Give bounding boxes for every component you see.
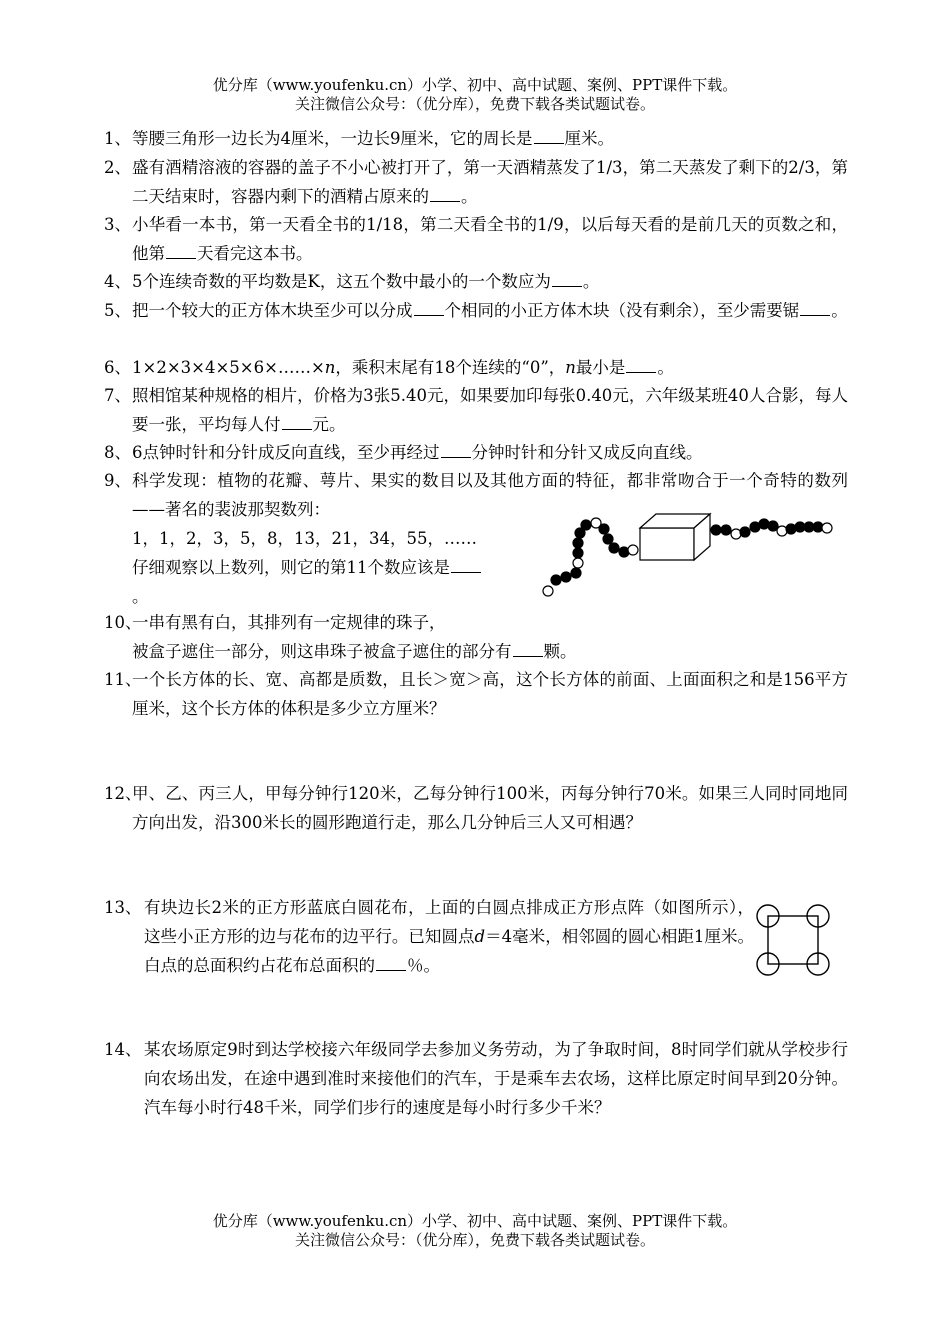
question-10 xyxy=(104,608,848,666)
question-5 xyxy=(104,296,848,325)
question-text: 照相馆某种规格的相片，价格为3张5.40元，如果要加印每张0.40元，六年级某班40人合影，每人要一张，平均每人付 xyxy=(132,386,848,434)
page-header xyxy=(0,76,950,114)
page-footer xyxy=(0,1212,950,1250)
answer-blank[interactable] xyxy=(552,272,582,287)
question-text: 。 xyxy=(657,358,674,377)
question-text: 。 xyxy=(831,301,848,320)
question-text: 5个连续奇数的平均数是K，这五个数中最小的一个数应为 xyxy=(132,272,551,291)
question-text: 个相同的小正方体木块（没有剩余），至少需要锯 xyxy=(444,301,800,320)
question-4 xyxy=(104,267,848,296)
question-number: 2、 xyxy=(104,158,131,177)
header-line-2: 关注微信公众号：（优分库），免费下载各类试题试卷。 xyxy=(294,95,655,113)
question-text: 分钟时针和分针又成反向直线。 xyxy=(471,443,703,462)
question-number: 7、 xyxy=(104,386,131,405)
question-text: 1×2×3×4×5×6×……× xyxy=(132,358,325,377)
question-number: 4、 xyxy=(104,272,131,291)
question-text: 一串有黑有白，其排列有一定规律的珠子， xyxy=(132,613,446,632)
question-text: 。 xyxy=(132,587,149,606)
question-text: 元。 xyxy=(312,415,346,434)
variable-n: n xyxy=(565,358,576,377)
question-number: 10、 xyxy=(104,613,142,632)
question-2 xyxy=(104,153,848,211)
answer-blank[interactable] xyxy=(534,129,564,144)
answer-blank[interactable] xyxy=(282,415,312,430)
answer-blank[interactable] xyxy=(626,358,656,373)
question-text: 厘米。 xyxy=(564,129,614,148)
question-7 xyxy=(104,381,848,439)
question-13 xyxy=(104,893,754,980)
question-number: 1、 xyxy=(104,129,131,148)
question-text: 6点钟时针和分针成反向直线，至少再经过 xyxy=(132,443,440,462)
question-12 xyxy=(104,779,848,837)
question-text: 被盒子遮住一部分，则这串珠子被盒子遮住的部分有 xyxy=(132,642,512,661)
answer-blank[interactable] xyxy=(441,443,471,458)
question-text: 天看完这本书。 xyxy=(197,244,313,263)
question-14 xyxy=(104,1035,848,1122)
bead-string-figure xyxy=(538,508,838,600)
answer-blank[interactable] xyxy=(800,301,830,316)
question-text: 把一个较大的正方体木块至少可以分成 xyxy=(132,301,413,320)
question-text: 科学发现：植物的花瓣、萼片、果实的数目以及其他方面的特征，都非常吻合于一个奇特的数列——著名的裴波那契数列： xyxy=(132,471,848,519)
question-text: 最小是 xyxy=(575,358,626,377)
header-line-1: 优分库（www.youfenku.cn）小学、初中、高中试题、案例、PPT课件下载。 xyxy=(212,76,738,94)
question-number: 6、 xyxy=(104,358,131,377)
question-text: 颗。 xyxy=(543,642,577,661)
question-text: 某农场原定9时到达学校接六年级同学去参加义务劳动，为了争取时间，8时同学们就从学校步行向农场出发，在途中遇到准时来接他们的汽车，于是乘车去农场，这样比原定时间早到20分钟。汽车每小时行48千米，同学们步行的速度是每小时行多少千米？ xyxy=(144,1040,848,1117)
answer-blank[interactable] xyxy=(166,244,196,259)
question-text: ＝4毫米，相邻圆的圆心相距1厘米。白点的总面积约占花布总面积的 xyxy=(144,927,755,975)
question-text: 。 xyxy=(461,187,478,206)
question-3 xyxy=(104,210,848,268)
question-text: 等腰三角形一边长为4厘米，一边长9厘米，它的周长是 xyxy=(132,129,533,148)
answer-blank[interactable] xyxy=(451,558,481,573)
question-text: 仔细观察以上数列，则它的第11个数应该是 xyxy=(132,558,450,577)
question-text: ％。 xyxy=(407,956,440,975)
question-text: 一个长方体的长、宽、高都是质数，且长＞宽＞高，这个长方体的前面、上面面积之和是156平方厘米，这个长方体的体积是多少立方厘米？ xyxy=(132,670,848,718)
variable-d: d xyxy=(474,927,486,946)
question-number: 9、 xyxy=(104,471,131,490)
answer-blank[interactable] xyxy=(513,642,543,657)
question-text: 盛有酒精溶液的容器的盖子不小心被打开了，第一天酒精蒸发了1/3，第二天蒸发了剩下的2/3，第二天结束时，容器内剩下的酒精占原来的 xyxy=(132,158,848,206)
answer-blank[interactable] xyxy=(376,956,406,971)
answer-blank[interactable] xyxy=(430,187,460,202)
question-text: 甲、乙、丙三人，甲每分钟行120米，乙每分钟行100米，丙每分钟行70米。如果三人同时同地同方向出发，沿300米长的圆形跑道行走，那么几分钟后三人又可相遇？ xyxy=(132,784,848,832)
question-text: 小华看一本书，第一天看全书的1/18，第二天看全书的1/9，以后每天看的是前几天的页数之和，他第 xyxy=(132,215,848,263)
question-number: 14、 xyxy=(104,1040,142,1059)
question-6 xyxy=(104,353,848,382)
question-number: 11、 xyxy=(104,670,142,689)
dot-lattice-figure xyxy=(755,903,831,977)
fibonacci-sequence: 1，1，2，3，5，8，13，21，34，55，…… xyxy=(132,529,477,548)
question-9-continued xyxy=(104,524,524,611)
question-number: 8、 xyxy=(104,443,131,462)
question-text: 有块边长2米的正方形蓝底白圆花布，上面的白圆点排成正方形点阵（如图所示），这些小正方形的边与花布的边平行。已知圆点 xyxy=(144,898,754,946)
question-text: ，乘积末尾有18个连续的“0”， xyxy=(335,358,566,377)
question-number: 13、 xyxy=(104,898,142,917)
question-1 xyxy=(104,124,848,153)
question-number: 3、 xyxy=(104,215,131,234)
answer-blank[interactable] xyxy=(414,301,444,316)
question-number: 12、 xyxy=(104,784,142,803)
footer-line-2: 关注微信公众号：（优分库），免费下载各类试题试卷。 xyxy=(294,1231,655,1249)
question-number: 5、 xyxy=(104,301,131,320)
question-8 xyxy=(104,438,848,467)
question-11 xyxy=(104,665,848,723)
question-text: 。 xyxy=(582,272,600,291)
variable-n: n xyxy=(324,358,336,377)
footer-line-1: 优分库（www.youfenku.cn）小学、初中、高中试题、案例、PPT课件下载。 xyxy=(212,1212,738,1230)
